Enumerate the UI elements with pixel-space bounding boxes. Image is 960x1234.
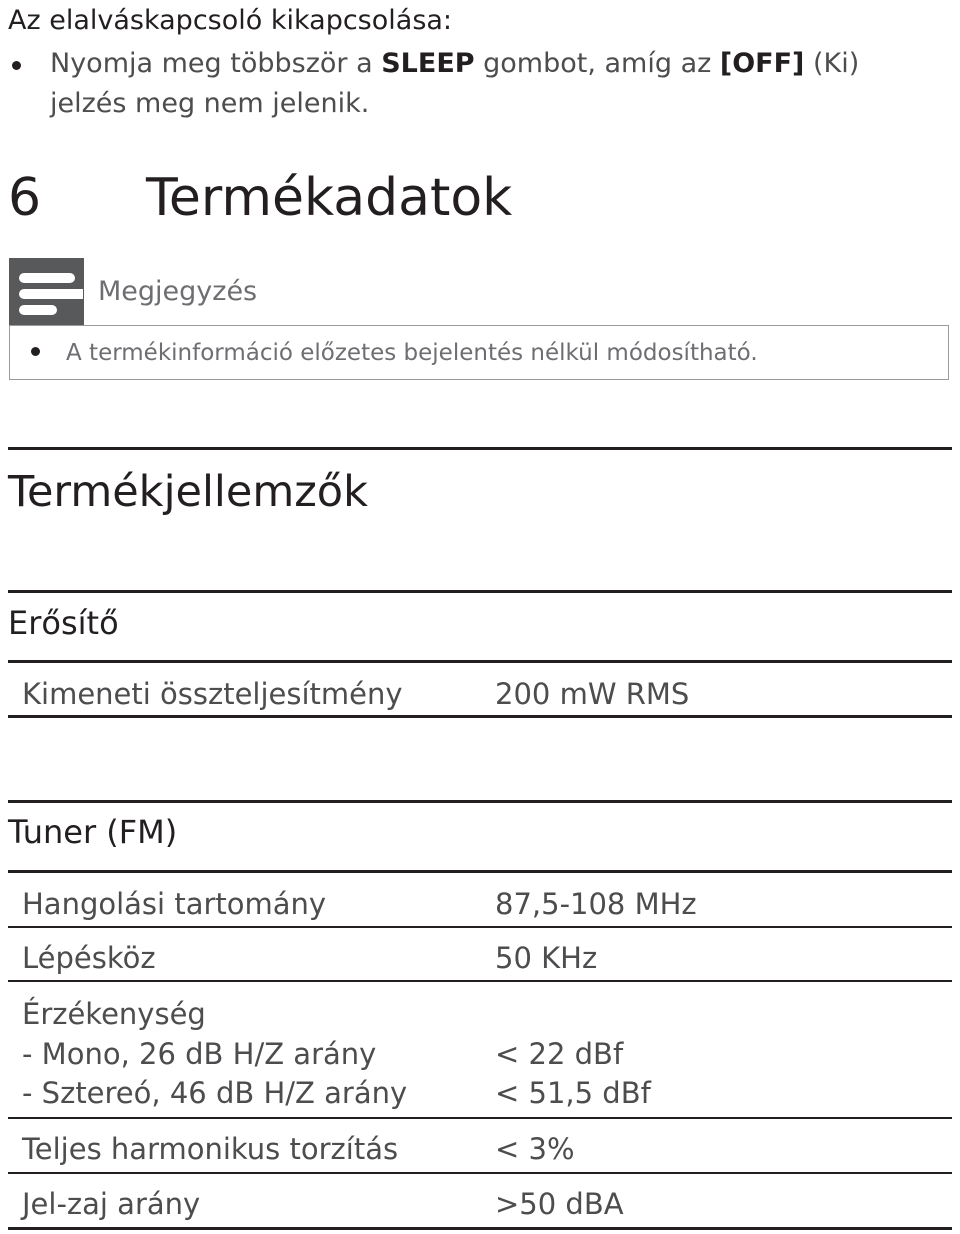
- row-divider: [8, 1227, 952, 1230]
- instruction-part: Nyomja meg többször a: [50, 48, 382, 79]
- spec-value-output-power: 200 mW RMS: [495, 677, 690, 711]
- sleep-off-heading: Az elalváskapcsoló kikapcsolása:: [8, 5, 453, 36]
- spec-label-mono: - Mono, 26 dB H/Z arány: [22, 1037, 377, 1071]
- sleep-button-name: SLEEP: [381, 48, 475, 79]
- bullet-dot-icon: [31, 347, 40, 356]
- spec-label-stereo: - Sztereó, 46 dB H/Z arány: [22, 1076, 408, 1110]
- instruction-part: (Ki) jelzés meg nem jelenik.: [50, 48, 860, 119]
- spec-value-snr: >50 dBA: [495, 1187, 624, 1221]
- row-divider: [8, 715, 952, 718]
- chapter-number: 6: [8, 168, 42, 228]
- section-divider: [8, 447, 952, 450]
- spec-label-step: Lépésköz: [22, 941, 156, 975]
- spec-label-tuning-range: Hangolási tartomány: [22, 887, 327, 921]
- note-label: Megjegyzés: [98, 276, 258, 307]
- bullet-dot-icon: [12, 61, 21, 70]
- group-divider: [8, 590, 952, 593]
- spec-value-mono: < 22 dBf: [495, 1037, 624, 1071]
- spec-value-stereo: < 51,5 dBf: [495, 1076, 651, 1110]
- note-icon: [9, 258, 84, 326]
- row-divider: [8, 926, 952, 928]
- row-divider: [8, 1117, 952, 1119]
- instruction-part: gombot, amíg az: [474, 48, 720, 79]
- spec-label-thd: Teljes harmonikus torzítás: [22, 1132, 399, 1166]
- chapter-title: Termékadatok: [146, 168, 513, 228]
- off-indicator: [OFF]: [719, 48, 805, 79]
- note-text: A termékinformáció előzetes bejelentés nélkül módosítható.: [66, 340, 758, 366]
- section-title: Termékjellemzők: [8, 467, 368, 517]
- spec-label-output-power: Kimeneti összteljesítmény: [22, 677, 403, 711]
- row-divider: [8, 870, 952, 873]
- spec-value-thd: < 3%: [495, 1132, 575, 1166]
- spec-value-tuning-range: 87,5-108 MHz: [495, 887, 697, 921]
- sleep-off-instruction: [50, 44, 940, 124]
- spec-value-step: 50 KHz: [495, 941, 598, 975]
- group-divider: [8, 800, 952, 803]
- row-divider: [8, 660, 952, 663]
- row-divider: [8, 1172, 952, 1174]
- amplifier-title: Erősítő: [8, 604, 119, 642]
- row-divider: [8, 980, 952, 982]
- spec-label-sensitivity: Érzékenység: [22, 997, 206, 1031]
- spec-label-snr: Jel-zaj arány: [22, 1187, 201, 1221]
- tuner-title: Tuner (FM): [8, 813, 178, 851]
